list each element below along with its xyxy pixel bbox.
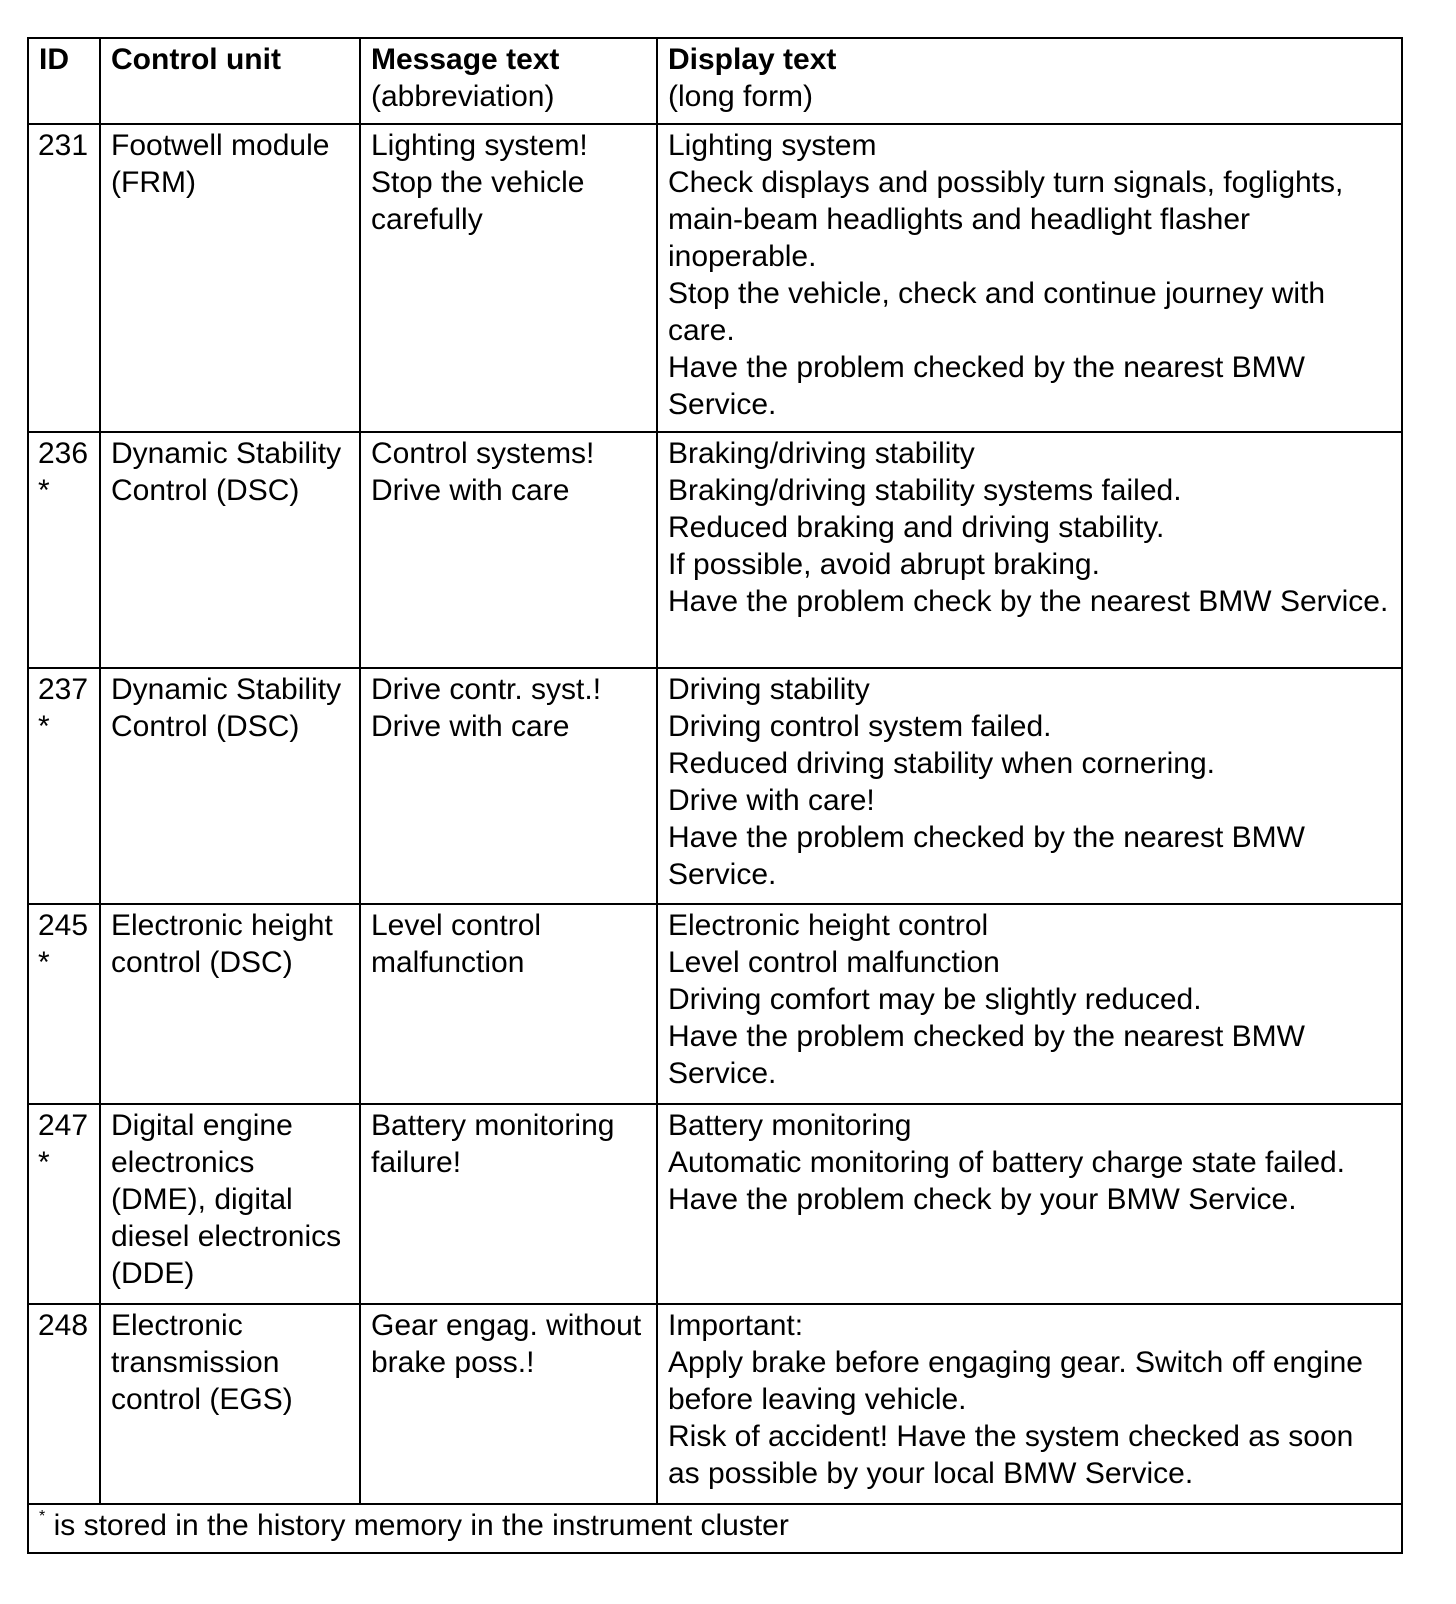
row-id [28,1304,100,1504]
row-display-text-line: Driving stability [668,673,870,706]
row-control-unit-line: Electronic height [111,909,333,942]
row-id-value: 237 [38,673,89,706]
row-control-unit-line: electronics [111,1146,255,1179]
table-row [28,1304,1402,1504]
row-display-text [657,432,1402,668]
row-control-unit-line: (FRM) [111,166,196,199]
row-control-unit-line: Digital engine [111,1109,293,1142]
header-row [28,38,1402,124]
row-display-text-line: Important: [668,1309,804,1342]
table-row [28,904,1402,1104]
row-display-text-line: Driving comfort may be slightly reduced. [668,983,1202,1016]
footnote [28,1504,1402,1553]
footnote-mark: * [39,1508,46,1525]
history-memory-star: * [38,946,50,979]
row-message-text [360,1104,657,1304]
row-message-text [360,904,657,1104]
row-display-text [657,668,1402,904]
row-control-unit-line: Control (DSC) [111,710,300,743]
row-display-text-line: Reduced braking and driving stability. [668,511,1165,544]
row-message-text-line: carefully [371,203,483,236]
row-message-text-line: failure! [371,1146,462,1179]
header-display-text-sub: (long form) [668,80,814,113]
row-display-text-line: Reduced driving stability when cornering. [668,747,1215,780]
row-message-text-line: Drive with care [371,474,570,507]
row-control-unit [100,904,360,1104]
history-memory-star: * [38,474,50,507]
row-display-text [657,1104,1402,1304]
row-display-text-line: Battery monitoring [668,1109,912,1142]
row-display-text-line: Level control malfunction [668,946,1000,979]
row-control-unit [100,668,360,904]
row-display-text-line: Have the problem checked by the nearest BMW Service. [668,821,1305,891]
row-id [28,1104,100,1304]
table-row [28,668,1402,904]
footnote-text: is stored in the history memory in the instrument cluster [45,1509,789,1542]
row-message-text [360,1304,657,1504]
row-control-unit-line: Control (DSC) [111,474,300,507]
table-row [28,432,1402,668]
row-control-unit-line: (DME), digital [111,1183,293,1216]
row-message-text [360,124,657,432]
row-display-text-line: Have the problem checked by the nearest BMW Service. [668,1020,1305,1090]
row-id-value: 247 [38,1109,89,1142]
header-control-unit: Control unit [100,38,360,124]
history-memory-star: * [38,710,50,743]
row-control-unit-line: Dynamic Stability [111,673,342,706]
row-display-text-line: Risk of accident! Have the system checked as soon as possible by your local BMW Service. [668,1420,1354,1490]
row-control-unit-line: Footwell module [111,129,330,162]
row-control-unit-line: Dynamic Stability [111,437,342,470]
row-message-text-line: Lighting system! [371,129,588,162]
row-display-text-line: Automatic monitoring of battery charge state failed. [668,1146,1346,1179]
row-id [28,124,100,432]
row-display-text-line: Apply brake before engaging gear. Switch off engine before leaving vehicle. [668,1346,1363,1416]
row-display-text-line: Braking/driving stability [668,437,975,470]
row-control-unit [100,1104,360,1304]
row-display-text-line: Have the problem check by your BMW Service. [668,1183,1297,1216]
row-message-text-line: Control systems! [371,437,595,470]
row-control-unit-line: transmission [111,1346,280,1379]
row-message-text [360,432,657,668]
row-id-value: 236 [38,437,89,470]
row-message-text-line: Stop the vehicle [371,166,585,199]
row-message-text-line: Level control [371,909,542,942]
history-memory-star: * [38,1146,50,1179]
row-message-text-line: brake poss.! [371,1346,535,1379]
row-id-value: 245 [38,909,89,942]
row-display-text [657,124,1402,432]
row-id-value: 231 [38,129,89,162]
header-message-text: Message text (abbreviation) [360,38,657,124]
header-id: ID [28,38,100,124]
row-display-text-line: Have the problem checked by the nearest BMW Service. [668,351,1305,421]
row-message-text-line: Drive with care [371,710,570,743]
row-display-text [657,904,1402,1104]
row-control-unit-line: control (DSC) [111,946,293,979]
row-display-text-line: Check displays and possibly turn signals, foglights, main-beam headlights and headlight flasher inoperable. [668,166,1344,273]
row-message-text-line: Battery monitoring [371,1109,615,1142]
table-row [28,124,1402,432]
row-id [28,432,100,668]
row-control-unit [100,124,360,432]
row-message-text-line: Drive contr. syst.! [371,673,602,706]
row-control-unit-line: diesel electronics [111,1220,342,1253]
row-id-value: 248 [38,1309,89,1342]
row-control-unit [100,432,360,668]
row-control-unit-line: (DDE) [111,1257,195,1290]
row-id [28,904,100,1104]
row-display-text-line: Drive with care! [668,784,875,817]
header-message-text-sub: (abbreviation) [371,80,555,113]
row-display-text [657,1304,1402,1504]
row-display-text-line: Lighting system [668,129,877,162]
table-row [28,1104,1402,1304]
row-display-text-line: Driving control system failed. [668,710,1052,743]
row-display-text-line: If possible, avoid abrupt braking. [668,548,1100,581]
row-id [28,668,100,904]
row-display-text-line: Braking/driving stability systems failed. [668,474,1182,507]
row-message-text-line: malfunction [371,946,525,979]
message-table [27,37,1403,1554]
row-display-text-line: Stop the vehicle, check and continue journey with care. [668,277,1326,347]
footnote-row [28,1504,1402,1553]
row-control-unit-line: control (EGS) [111,1383,293,1416]
row-message-text [360,668,657,904]
row-display-text-line: Have the problem check by the nearest BMW Service. [668,585,1389,618]
row-display-text-line: Electronic height control [668,909,989,942]
row-control-unit [100,1304,360,1504]
row-message-text-line: Gear engag. without [371,1309,642,1342]
row-control-unit-line: Electronic [111,1309,243,1342]
header-display-text: Display text (long form) [657,38,1402,124]
